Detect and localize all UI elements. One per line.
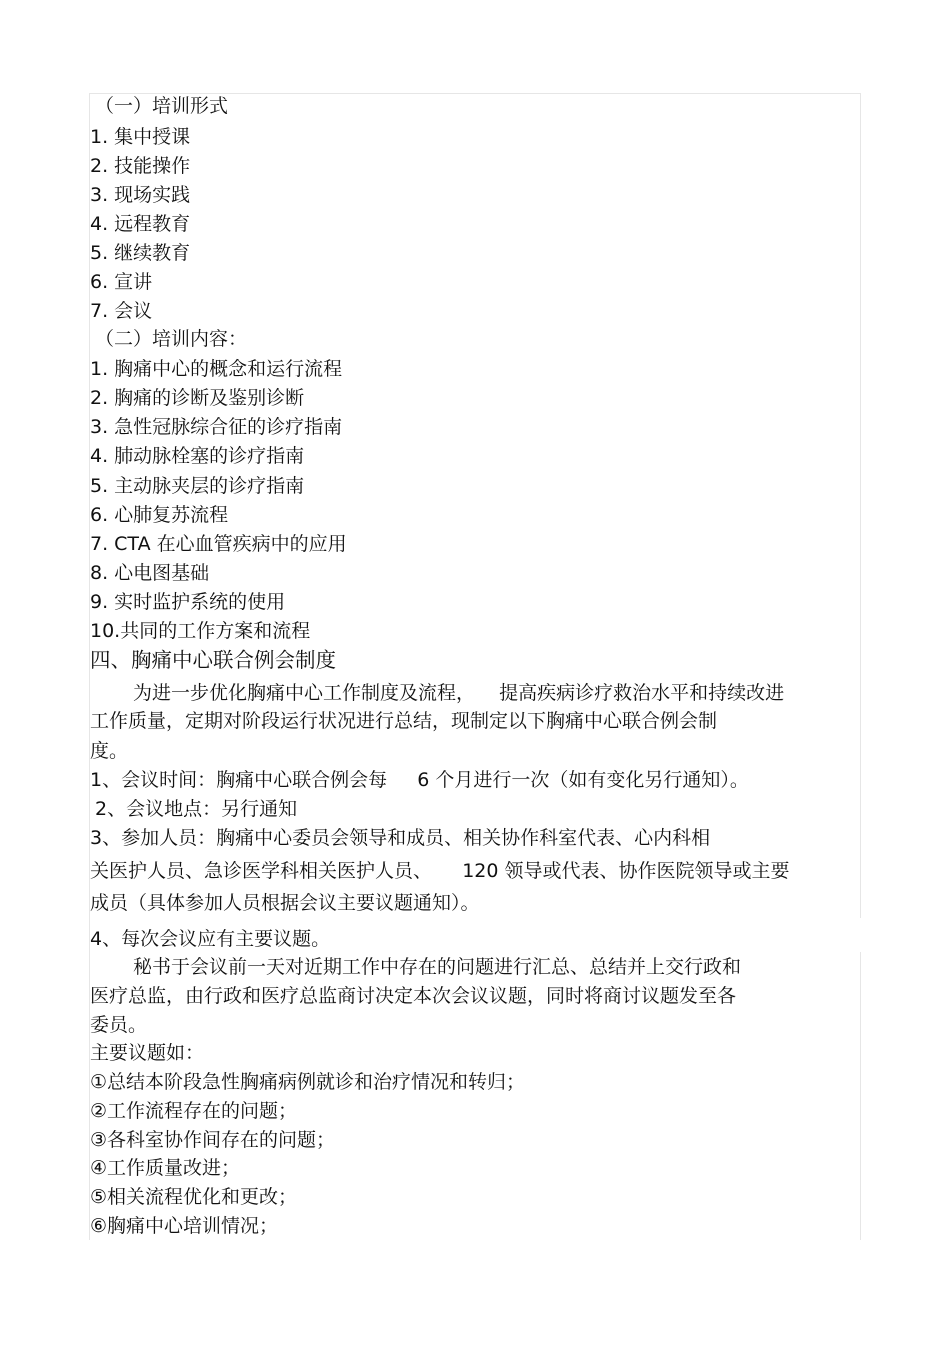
meeting-location: 2、会议地点：另行通知 — [95, 798, 298, 820]
training-form-item: 4. 远程教育 — [90, 213, 191, 235]
page-frame-right-upper — [860, 93, 861, 918]
page-frame-right-lower — [860, 952, 861, 1240]
intro-paragraph-line: 度。 — [90, 740, 129, 762]
intro-paragraph-line: 工作质量，定期对阶段运行状况进行总结，现制定以下胸痛中心联合例会制 — [90, 710, 718, 732]
training-form-item: 1. 集中授课 — [90, 126, 191, 148]
topic-item: ②工作流程存在的问题； — [90, 1100, 298, 1122]
topic-item: ⑥胸痛中心培训情况； — [90, 1215, 279, 1237]
training-content-item: 10.共同的工作方案和流程 — [90, 620, 311, 642]
training-content-item: 6. 心肺复苏流程 — [90, 504, 229, 526]
training-content-item: 3. 急性冠脉综合征的诊疗指南 — [90, 416, 343, 438]
training-content-heading: （二）培训内容： — [95, 328, 248, 350]
section-heading: 四、胸痛中心联合例会制度 — [90, 648, 336, 672]
training-form-item: 5. 继续教育 — [90, 242, 191, 264]
meeting-time: 1、会议时间：胸痛中心联合例会每 6 个月进行一次（如有变化另行通知）。 — [90, 769, 749, 791]
topics-heading: 主要议题如： — [90, 1042, 205, 1064]
secretary-paragraph-line: 委员。 — [90, 1014, 148, 1036]
intro-paragraph-line: 为进一步优化胸痛中心工作制度及流程， 提高疾病诊疗救治水平和持续改进 — [133, 682, 785, 704]
training-content-item: 8. 心电图基础 — [90, 562, 210, 584]
training-content-item: 2. 胸痛的诊断及鉴别诊断 — [90, 387, 305, 409]
meeting-participants-line: 3、参加人员：胸痛中心委员会领导和成员、相关协作科室代表、心内科相 — [90, 827, 711, 849]
training-content-item: 1. 胸痛中心的概念和运行流程 — [90, 358, 343, 380]
training-form-item: 2. 技能操作 — [90, 155, 191, 177]
topic-item: ④工作质量改进； — [90, 1157, 241, 1179]
secretary-paragraph-line: 秘书于会议前一天对近期工作中存在的问题进行汇总、总结并上交行政和 — [133, 956, 742, 978]
secretary-paragraph-line: 医疗总监，由行政和医疗总监商讨决定本次会议议题，同时将商讨议题发至各 — [90, 985, 737, 1007]
training-content-item: 7. CTA 在心血管疾病中的应用 — [90, 533, 347, 555]
meeting-topic-rule: 4、每次会议应有主要议题。 — [90, 928, 331, 950]
meeting-participants-line: 关医护人员、急诊医学科相关医护人员、 120 领导或代表、协作医院领导或主要 — [90, 860, 790, 882]
training-content-item: 4. 肺动脉栓塞的诊疗指南 — [90, 445, 305, 467]
training-content-item: 9. 实时监护系统的使用 — [90, 591, 286, 613]
topic-item: ③各科室协作间存在的问题； — [90, 1129, 336, 1151]
training-form-item: 3. 现场实践 — [90, 184, 191, 206]
training-form-item: 7. 会议 — [90, 300, 153, 322]
training-content-item: 5. 主动脉夹层的诊疗指南 — [90, 475, 305, 497]
topic-item: ⑤相关流程优化和更改； — [90, 1186, 298, 1208]
training-form-item: 6. 宣讲 — [90, 271, 153, 293]
meeting-participants-line: 成员（具体参加人员根据会议主要议题通知）。 — [90, 892, 480, 914]
topic-item: ①总结本阶段急性胸痛病例就诊和治疗情况和转归； — [90, 1071, 526, 1093]
training-form-heading: （一）培训形式 — [95, 95, 229, 117]
